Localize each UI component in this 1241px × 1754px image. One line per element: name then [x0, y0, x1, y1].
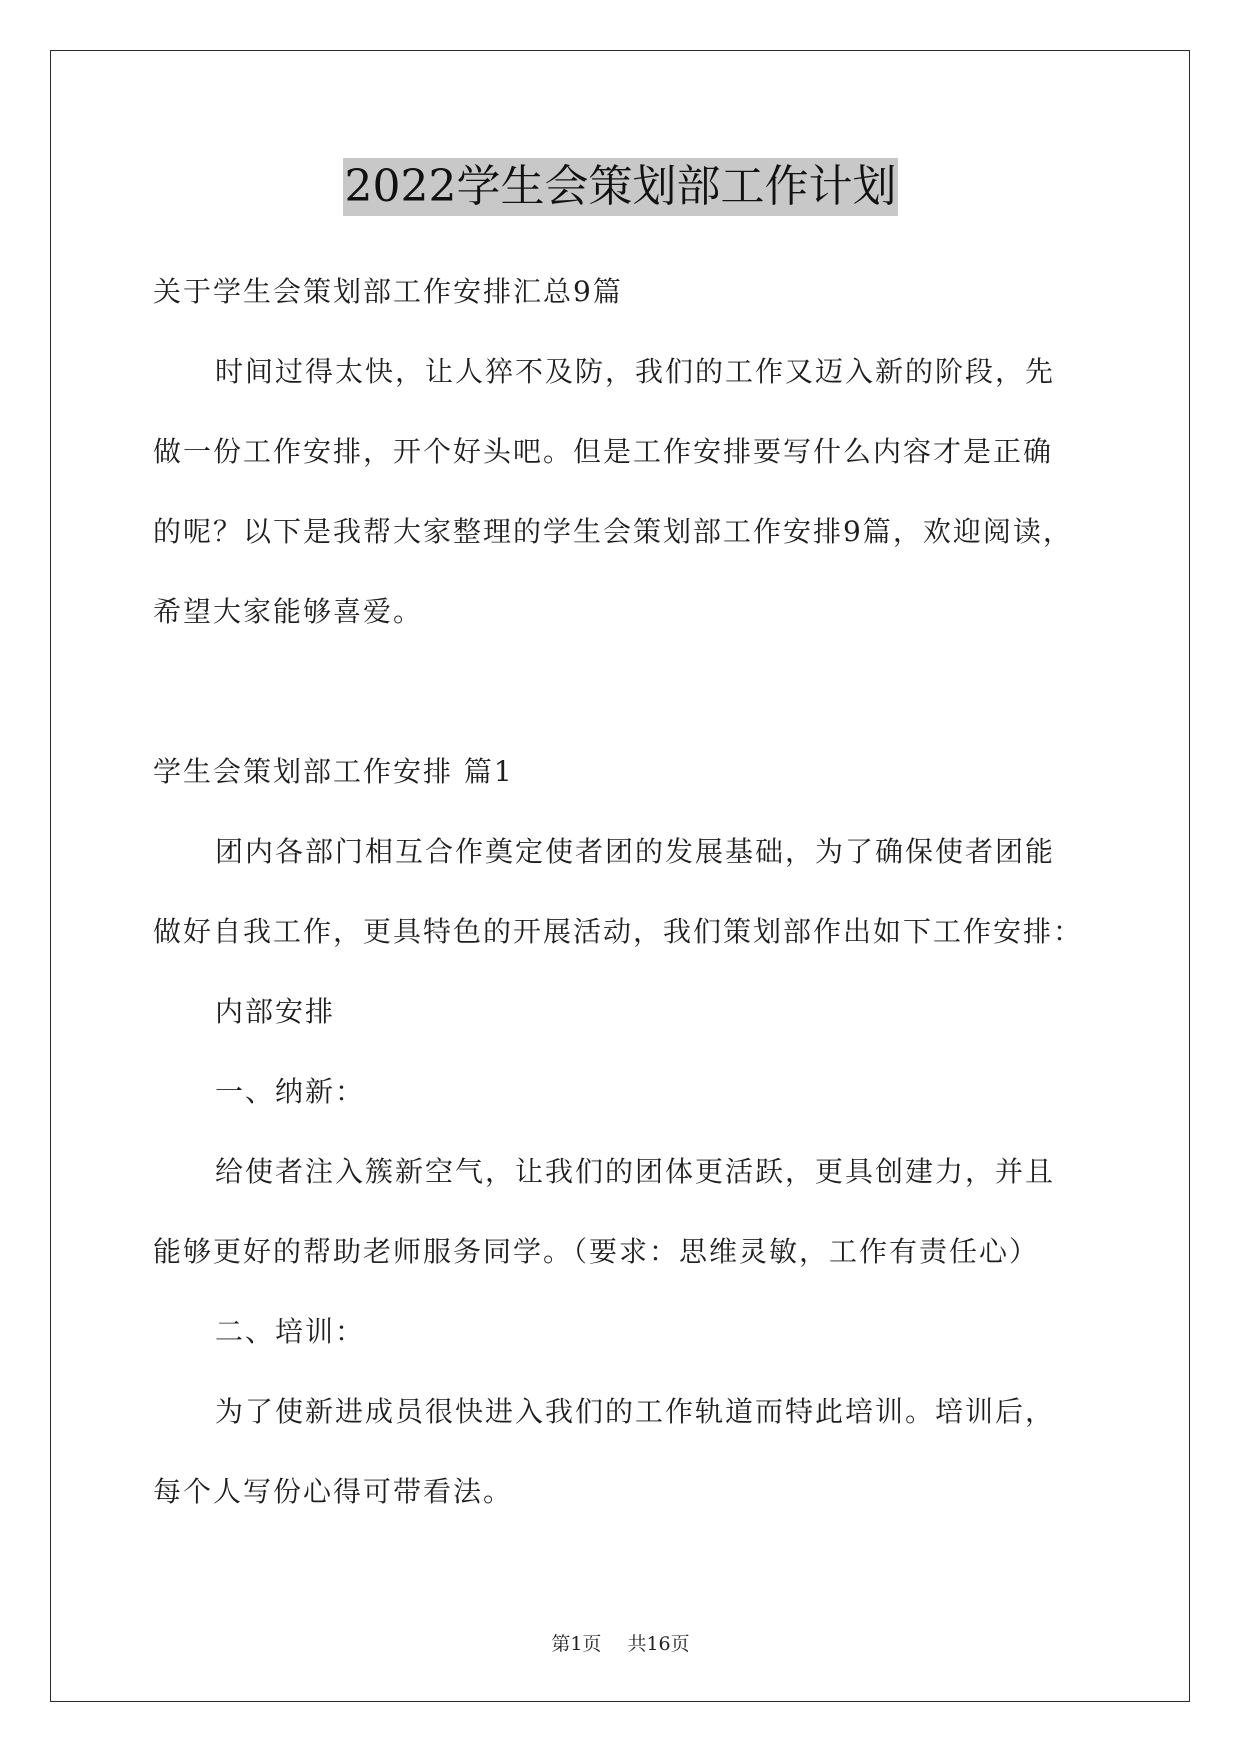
body-line-7: 二、培训： — [215, 1315, 366, 1348]
intro-line-3: 的呢？以下是我帮大家整理的学生会策划部工作安排9篇，欢迎阅读， — [153, 515, 1073, 548]
page-total: 共16页 — [627, 1633, 690, 1655]
document-title: 2022学生会策划部工作计划 — [343, 158, 899, 216]
body-line-5: 给使者注入簇新空气，让我们的团体更活跃，更具创建力，并且 — [215, 1155, 1056, 1188]
intro-line-2: 做一份工作安排，开个好头吧。但是工作安排要写什么内容才是正确 — [153, 435, 1054, 468]
document-subtitle: 关于学生会策划部工作安排汇总9篇 — [153, 275, 623, 308]
body-line-6: 能够更好的帮助老师服务同学。（要求：思维灵敏，工作有责任心） — [153, 1235, 1040, 1268]
body-line-2: 做好自我工作，更具特色的开展活动，我们策划部作出如下工作安排： — [153, 915, 1084, 948]
body-line-1: 团内各部门相互合作奠定使者团的发展基础，为了确保使者团能 — [215, 835, 1056, 868]
intro-line-1: 时间过得太快，让人猝不及防，我们的工作又迈入新的阶段，先 — [215, 355, 1056, 388]
page-footer — [0, 1629, 1241, 1656]
section-heading: 学生会策划部工作安排 篇1 — [153, 755, 514, 788]
body-line-9: 每个人写份心得可带看法。 — [153, 1475, 514, 1508]
body-line-4: 一、纳新： — [215, 1075, 366, 1108]
page-number: 第1页 — [551, 1633, 602, 1655]
body-line-3: 内部安排 — [215, 995, 336, 1028]
body-line-8: 为了使新进成员很快进入我们的工作轨道而特此培训。培训后， — [215, 1395, 1056, 1428]
intro-line-4: 希望大家能够喜爱。 — [153, 595, 424, 628]
title-container — [0, 158, 1241, 216]
